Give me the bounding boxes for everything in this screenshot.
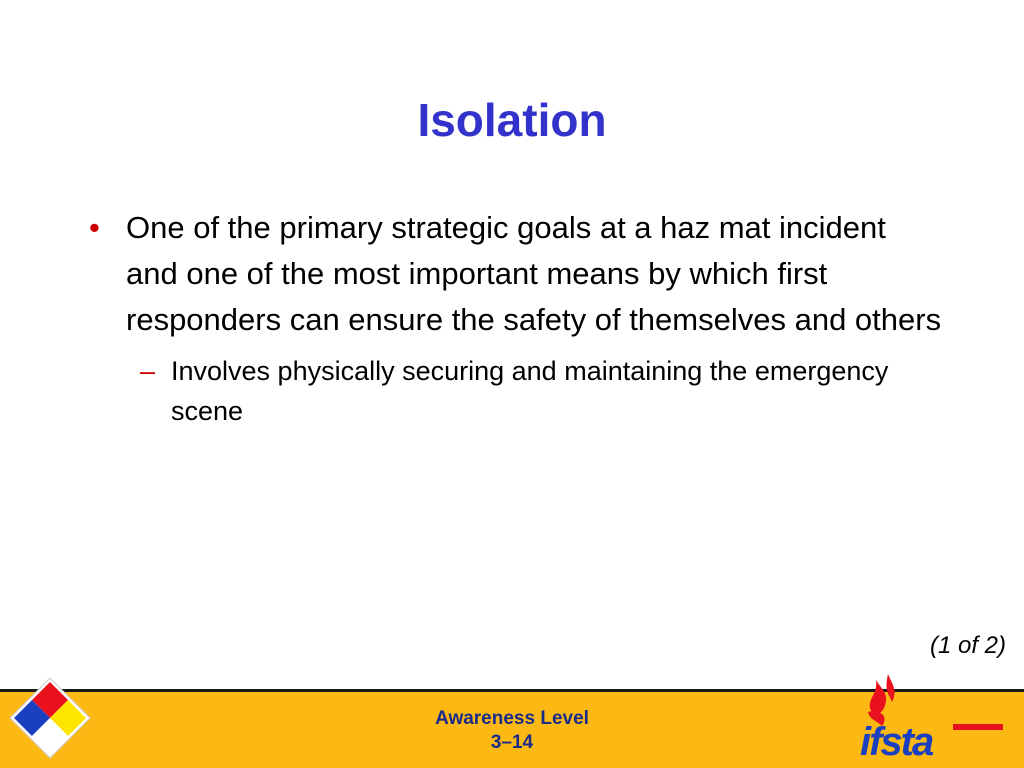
ifsta-flame-logo [858, 672, 1008, 762]
footer-slide-number: 3–14 [490, 732, 534, 753]
sub-bullet-item [135, 351, 946, 431]
bullet-text: One of the primary strategic goals at a haz mat incident and one of the most important means by which first responders can ensure the safety of themselves and others [126, 210, 942, 337]
footer-course-label: Awareness Level [435, 708, 589, 729]
sub-bullet-marker: – [140, 356, 156, 386]
sub-bullet-text: Involves physically securing and maintaining the emergency scene [171, 356, 889, 426]
bullet-marker: • [89, 210, 100, 245]
page-count: (1 of 2) [929, 632, 1006, 659]
bullet-item [86, 205, 946, 343]
bullet-list [86, 205, 946, 431]
slide-title: Isolation [417, 94, 607, 146]
hazmat-diamond-icon [8, 676, 92, 760]
ifsta-logo-text: ifsta [860, 720, 933, 762]
